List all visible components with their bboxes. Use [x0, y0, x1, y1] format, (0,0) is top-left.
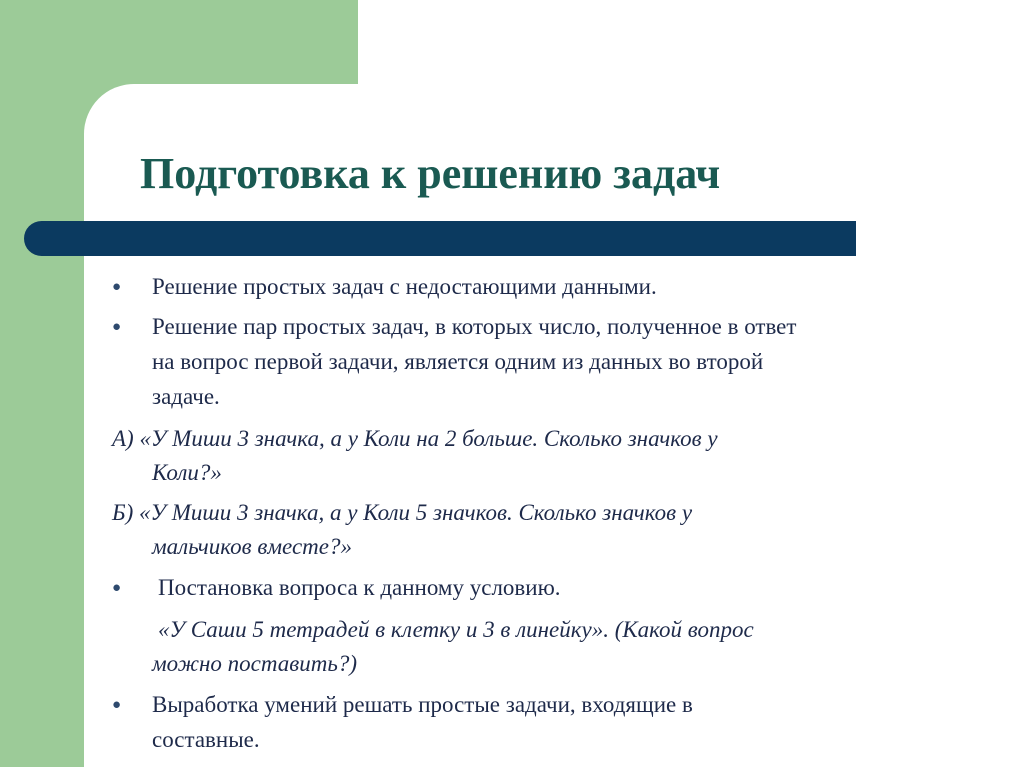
bullet-icon: ●: [112, 319, 122, 335]
list-item-text: Выработка умений решать простые задачи, входящие в: [152, 692, 693, 717]
example-a-text: Коли?»: [152, 460, 222, 485]
slide-title: Подготовка к решению задач: [140, 149, 721, 198]
example-b-text: мальчиков вместе?»: [152, 534, 352, 559]
bullet-icon: ●: [112, 697, 122, 713]
example-c-text: можно поставить?): [152, 651, 357, 676]
list-item-text: Решение пар простых задач, в которых число, полученное в ответ: [152, 314, 797, 339]
example-a-text: А) «У Миши 3 значка, а у Коли на 2 больше. Сколько значков у: [112, 426, 718, 451]
list-item-text: составные.: [152, 727, 260, 752]
list-item-text: на вопрос первой задачи, является одним из данных во второй: [152, 349, 764, 374]
list-item-text: Решение простых задач с недостающими данными.: [152, 274, 657, 299]
bullet-icon: ●: [112, 580, 122, 596]
example-b-text: Б) «У Миши 3 значка, а у Коли 5 значков. Сколько значков у: [112, 500, 693, 525]
bullet-icon: ●: [112, 279, 122, 295]
example-c-text: «У Саши 5 тетрадей в клетку и 3 в линейку». (Какой вопрос: [158, 617, 754, 642]
list-item-text: Постановка вопроса к данному условию.: [158, 575, 561, 600]
list-item-text: задаче.: [152, 384, 220, 409]
